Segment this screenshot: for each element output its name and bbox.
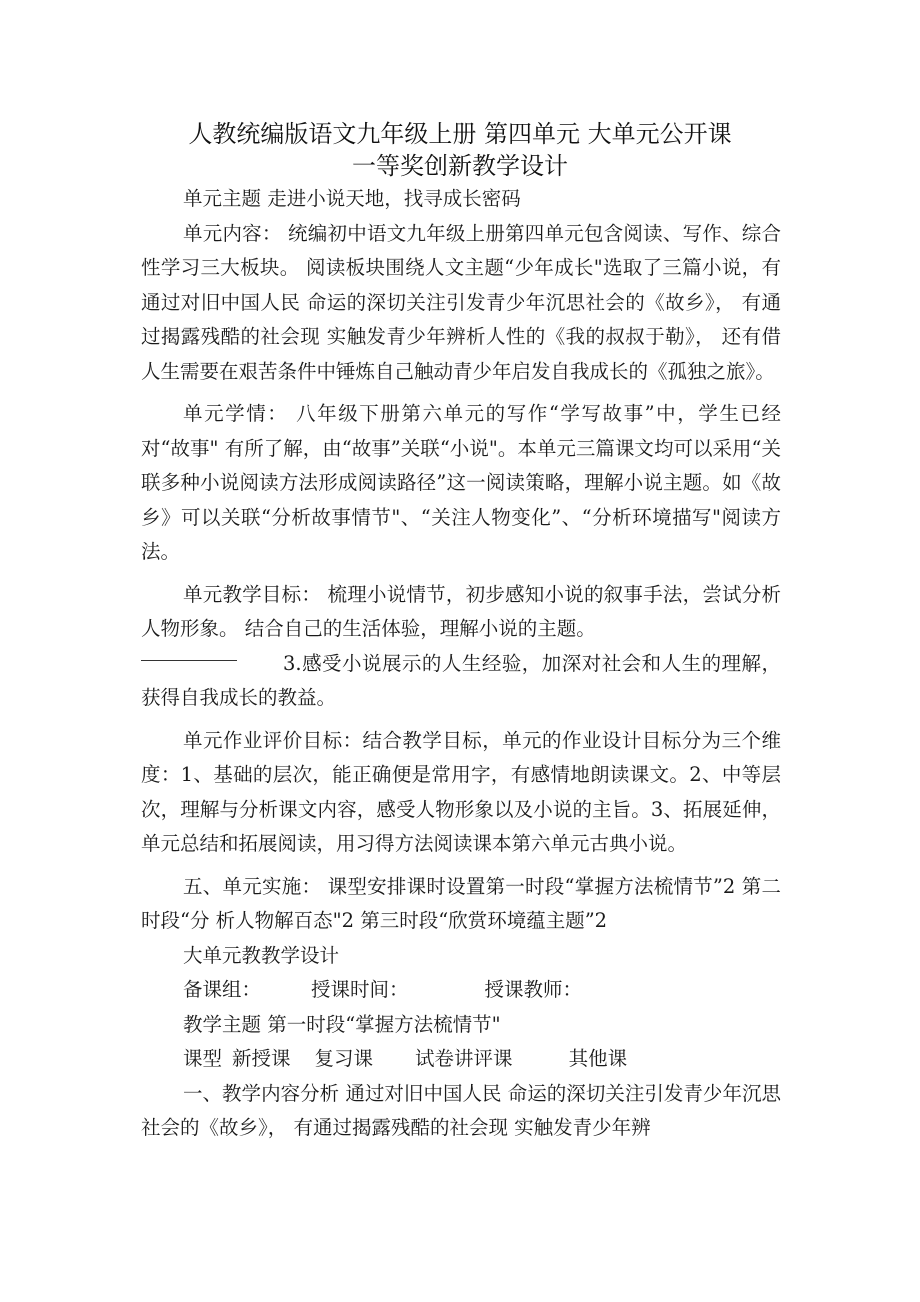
unit-evaluation-paragraph: 单元作业评价目标：结合教学目标，单元的作业设计目标分为三个维度：1、基础的层次，能正确便是常用字，有感情地朗读课文。2、中等层次，理解与分析课文内容，感受人物形象以及小说的主旨。3、拓展延伸，单元总结和拓展阅读，用习得方法阅读课本第六单元古典小说。 (141, 728, 781, 855)
unit-goals-paragraph: 单元教学目标： 梳理小说情节，初步感知小说的叙事手法，尝试分析人物形象。 结合自己的生活体验，理解小说的主题。 (141, 582, 781, 640)
unit-goal-3-text: 3.感受小说展示的人生经验，加深对社会和人生的理解，获得自我成长的教益。 (141, 651, 781, 709)
blank-rule (141, 660, 237, 661)
content-analysis-paragraph: 一、教学内容分析 通过对旧中国人民 命运的深切关注引发青少年沉思社会的《故乡》， 有通过揭露残酷的社会现 实触发青少年辨 (141, 1081, 781, 1139)
prep-info-line (141, 973, 781, 1008)
prep-group-label: 备课组： (183, 978, 262, 1001)
lesson-type-new: 新授课 (232, 1047, 291, 1070)
lesson-time-label: 授课时间： (311, 978, 409, 1001)
document-body (141, 182, 781, 1146)
lesson-type-exam: 试卷讲评课 (415, 1047, 513, 1070)
unit-implementation-paragraph: 五、单元实施： 课型安排课时设置第一时段“掌握方法梳情节”2 第二时段“分 析人物解百态"2 第三时段“欣赏环境蕴主题”2 (141, 874, 781, 932)
document-title-line-2: 一等奖创新教学设计 (352, 152, 568, 180)
unit-content-paragraph: 单元内容： 统编初中语文九年级上册第四单元包含阅读、写作、综合性学习三大板块。 阅读板块围绕人文主题“少年成长"选取了三篇小说，有通过对旧中国人民 命运的深切关注引发青少年沉思社会的《故乡》， 有通过揭露残酷的社会现 实触发青少年辨析人性的《我的叔叔于勒》， 还有借人生需要在艰苦条件中锤炼自己触动青少年启发自我成长的《孤独之旅》。 (141, 221, 781, 383)
lesson-teacher-label: 授课教师： (484, 978, 583, 1001)
lesson-type-line (141, 1042, 781, 1077)
lesson-type-other: 其他课 (568, 1047, 628, 1070)
unit-theme: 单元主题 走进小说天地，找寻成长密码 (183, 187, 521, 210)
lesson-type-label: 课型 (183, 1047, 223, 1070)
lesson-type-review: 复习课 (314, 1047, 374, 1070)
unit-situation-paragraph: 单元学情： 八年级下册第六单元的写作“学写故事”中，学生已经对“故事" 有所了解，由“故事”关联“小说"。本单元三篇课文均可以采用“关联多种小说阅读方法形成阅读路径”这一阅读策略，理解小说主题。如《故乡》可以关联“分析故事情节"、“关注人物变化”、“分析环境描写"阅读方法。 (141, 402, 781, 563)
document-title-line-1: 人教统编版语文九年级上册 第四单元 大单元公开课 (188, 120, 732, 148)
unit-design-heading: 大单元教教学设计 (183, 943, 340, 967)
teaching-theme-line: 教学主题 第一时段“掌握方法梳情节" (183, 1012, 501, 1036)
unit-goal-3-paragraph (141, 647, 781, 716)
